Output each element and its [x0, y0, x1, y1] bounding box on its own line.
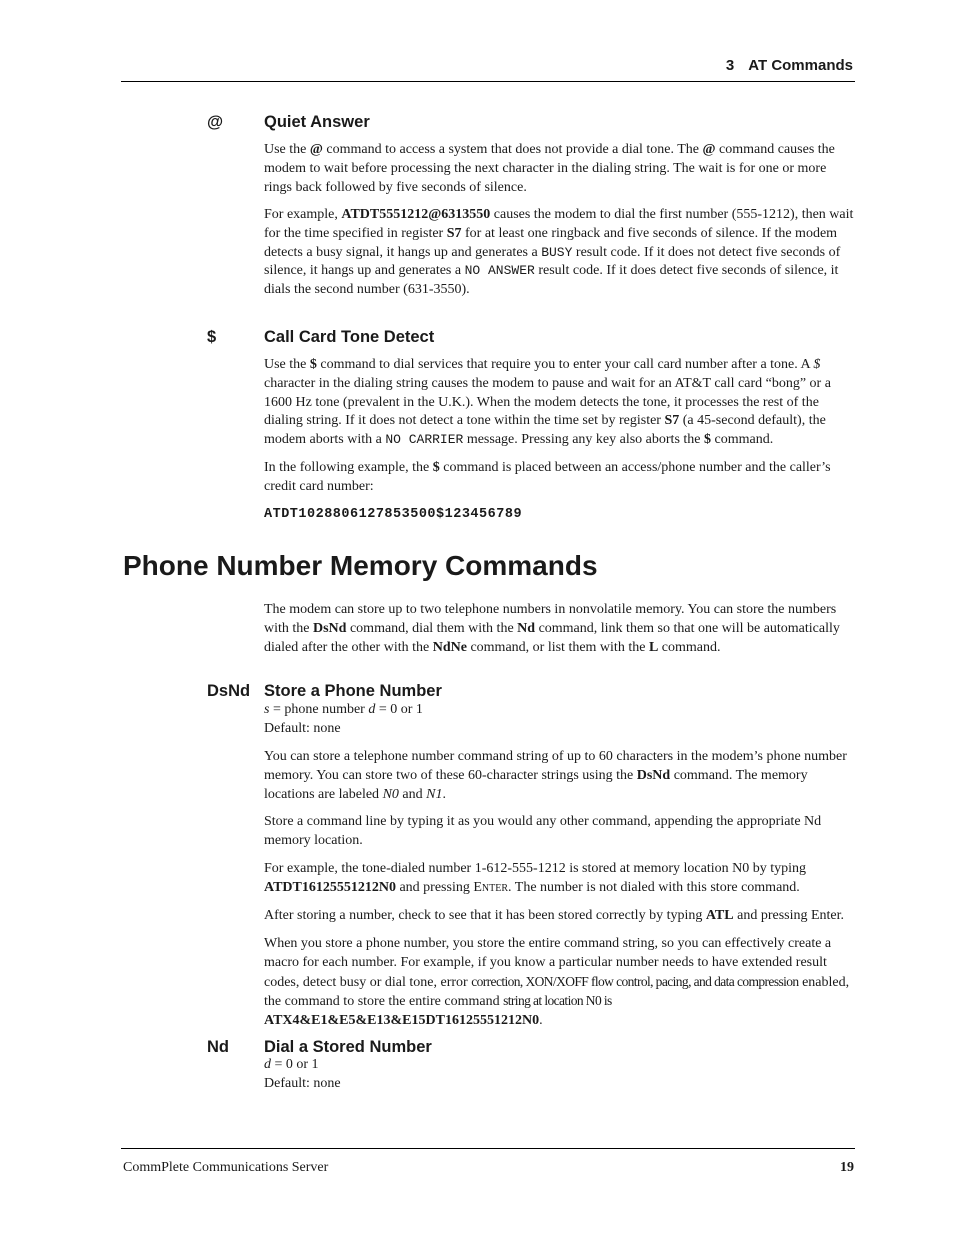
store-number-default: Default: none — [264, 721, 341, 736]
command-dollar: $ — [207, 328, 217, 346]
section-heading: Phone Number Memory Commands — [123, 550, 598, 581]
call-card-paragraph-2: In the following example, the $ command is placed between an access/phone number and the caller’s credit card number: — [264, 460, 831, 494]
store-number-title: Store a Phone Number — [264, 682, 442, 700]
command-at-sign: @ — [207, 113, 224, 131]
command-nd: Nd — [207, 1038, 229, 1056]
header-rule — [121, 81, 855, 82]
dial-stored-title: Dial a Stored Number — [264, 1038, 432, 1056]
memory-intro-paragraph: The modem can store up to two telephone numbers in nonvolatile memory. You can store the numbers with the DsNd command, dial them with the Nd command, link them so that one will be automatically dialed after the other with the NdNe command, or list them with the L command. — [264, 602, 840, 655]
call-card-title: Call Card Tone Detect — [264, 328, 435, 346]
dial-example-code: ATDT1028806127853500$123456789 — [264, 507, 523, 522]
section-title: AT Commands — [748, 57, 853, 74]
call-card-paragraph-1: Use the $ command to dial services that require you to enter your call card number after a tone. A $ character in the dialing string causes the modem to pause and wait for an AT&T call card “bong” or a 1600 Hz tone (prevalent in the U.K.). When the modem detects the tone, it processes the rest of the dialing string. If it does not detect a tone within the time set by register S7 (a 45-second default), the modem aborts with a NO CARRIER message. Pressing any key also aborts the $ command. — [264, 357, 831, 448]
command-dsnd: DsNd — [207, 682, 251, 700]
store-number-paragraph-5: When you store a phone number, you store the entire command string, so you can effectively create a macro for each number. For example, if you know a particular number needs to have extended result codes, detect busy or dial tone, error correction, XON/XOFF flow control, pacing, and data compression enabled, the command to store the entire command string at location N0 is ATX4&E1&E5&E13&E15DT16125551212N0. — [264, 936, 850, 1029]
page-number: 19 — [840, 1160, 854, 1175]
quiet-answer-paragraph-1: Use the @ command to access a system that does not provide a dial tone. The @ command causes the modem to wait before processing the next character in the dialing string. The wait is for one or more rings back followed by five seconds of silence. — [264, 142, 835, 195]
section-number: 3 — [725, 57, 735, 74]
running-header — [726, 57, 853, 74]
store-number-paragraph-4: After storing a number, check to see that it has been stored correctly by typing ATL and pressing Enter. — [264, 908, 845, 923]
store-number-paragraph-2: Store a command line by typing it as you would any other command, appending the appropriate Nd memory location. — [264, 814, 822, 848]
store-number-paragraph-3: For example, the tone-dialed number 1-612-555-1212 is stored at memory location N0 by typing ATDT16125551212N0 and pressing Enter. The number is not dialed with this store command. — [264, 861, 806, 895]
quiet-answer-title: Quiet Answer — [264, 113, 370, 131]
store-number-params: s = phone number d = 0 or 1 — [264, 702, 423, 717]
quiet-answer-paragraph-2: For example, ATDT5551212@6313550 causes the modem to dial the first number (555-1212), then wait for the time specified in register S7 for at least one ringback and five seconds of silence. If the modem detects a busy signal, it hangs up and generates a BUSY result code. If it does not detect five seconds of silence, it hangs up and generates a NO ANSWER result code. If it does detect five seconds of silence, it dials the second number (631-3550). — [264, 207, 854, 298]
store-number-paragraph-1: You can store a telephone number command string of up to 60 characters in the modem’s phone number memory. You can store two of these 60-character strings using the DsNd command. The memory locations are labeled N0 and N1. — [264, 749, 847, 802]
footer-rule — [121, 1148, 855, 1149]
footer-product-name: CommPlete Communications Server — [123, 1160, 329, 1175]
dial-stored-params: d = 0 or 1 — [264, 1057, 319, 1072]
dial-stored-default: Default: none — [264, 1076, 341, 1091]
